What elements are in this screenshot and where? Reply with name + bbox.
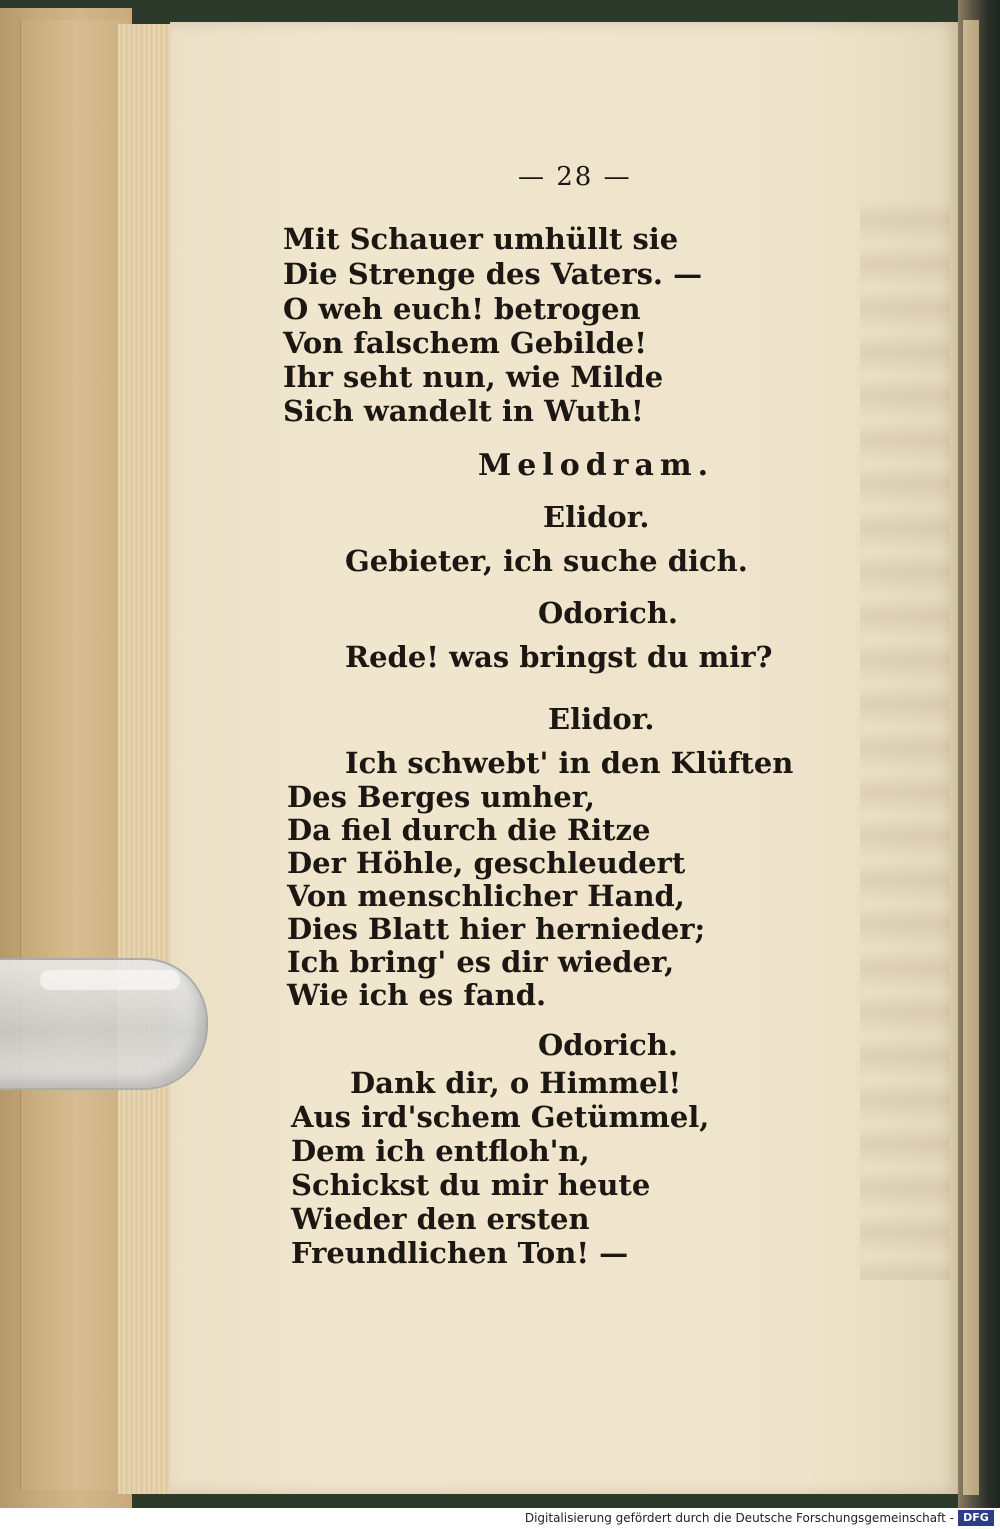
verse-line: Von menschlicher Hand, [287, 879, 685, 913]
cover-inner-edge [20, 20, 129, 1490]
verse-line: Des Berges umher, [287, 780, 595, 814]
verse-line: Rede! was bringst du mir? [345, 640, 773, 674]
verse-line: Gebieter, ich suche dich. [345, 544, 748, 578]
verse-line: Von falschem Gebilde! [283, 326, 647, 360]
verse-line: Der Höhle, geschleudert [287, 846, 686, 880]
dfg-logo: DFG [958, 1510, 994, 1526]
funding-credit: Digitalisierung gefördert durch die Deutsche Forschungsgemeinschaft - [524, 1511, 954, 1525]
verse-line: Freundlichen Ton! — [291, 1236, 629, 1270]
footer-bar [0, 1508, 1000, 1529]
verse-line: Dank dir, o Himmel! [350, 1066, 682, 1100]
verse-line: Wieder den ersten [291, 1202, 590, 1236]
page-number: — 28 — [518, 162, 632, 192]
verse-line: Dem ich entfloh'n, [291, 1134, 590, 1168]
verse-line: O weh euch! betrogen [283, 292, 641, 326]
speaker-name: Odorich. [538, 596, 679, 630]
verse-line: Mit Schauer umhüllt sie [283, 222, 679, 256]
verse-line: Dies Blatt hier hernieder; [287, 912, 706, 946]
verse-line: Die Strenge des Vaters. — [283, 257, 703, 291]
page-edges [118, 24, 177, 1494]
verse-line: Wie ich es fand. [287, 978, 547, 1012]
verse-line: Schickst du mir heute [291, 1168, 651, 1202]
speaker-name: Odorich. [538, 1028, 679, 1062]
verse-line: Ihr seht nun, wie Milde [283, 360, 664, 394]
section-heading: Melodram. [478, 448, 715, 483]
verse-line: Sich wandelt in Wuth! [283, 394, 644, 428]
show-through-text [860, 200, 950, 1280]
clip-highlight [40, 970, 180, 990]
verse-line: Da fiel durch die Ritze [287, 813, 651, 847]
verse-line: Ich schwebt' in den Klüften [345, 746, 794, 780]
verse-line: Ich bring' es dir wieder, [287, 945, 675, 979]
verse-line: Aus ird'schem Getümmel, [291, 1100, 710, 1134]
speaker-name: Elidor. [543, 500, 650, 534]
speaker-name: Elidor. [548, 702, 655, 736]
page-edge-right [963, 20, 979, 1495]
